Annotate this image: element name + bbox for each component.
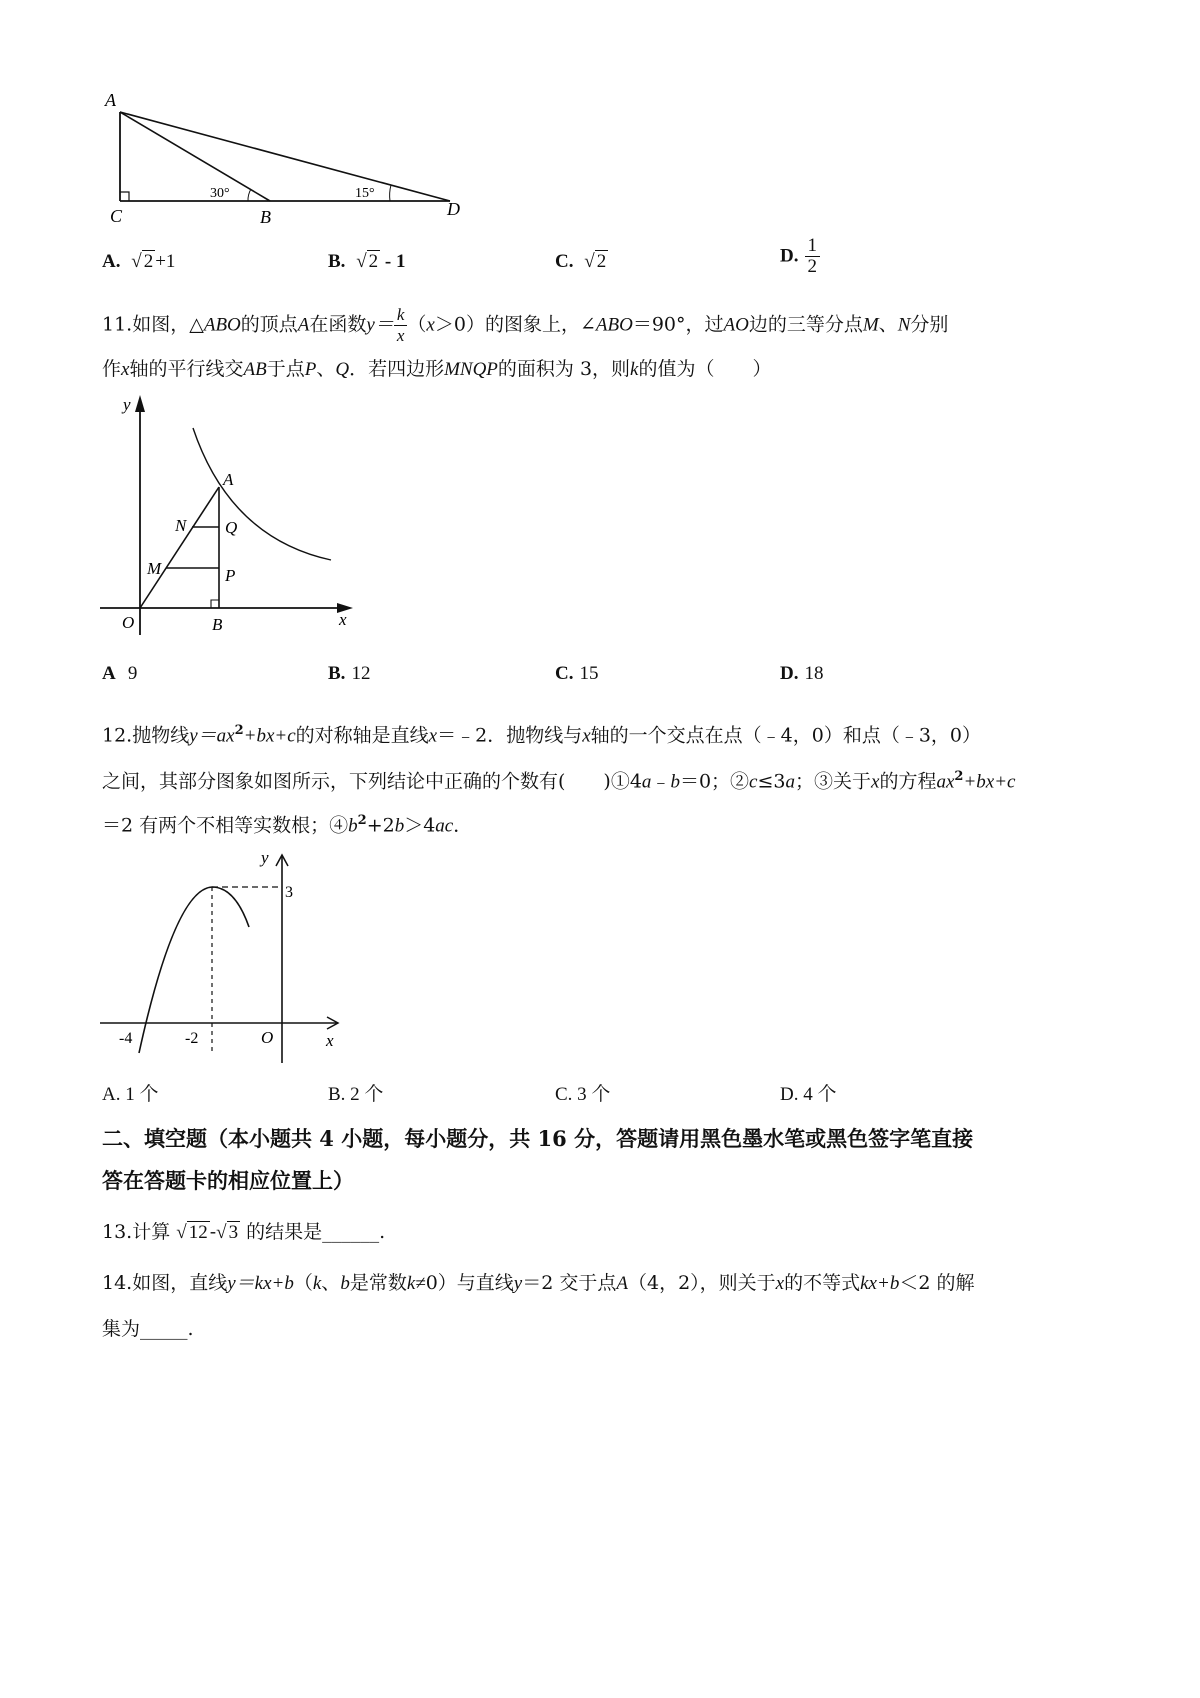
text: b [394,815,405,837]
q12-line1 [102,718,981,749]
text: N [897,314,911,336]
option-value: 9 [127,663,138,684]
text: ac [435,815,454,837]
text: ax [936,771,955,793]
label-p: P [225,566,236,585]
label-x: x [339,610,347,629]
text: y＝ax [189,725,235,747]
q11-line1 [102,305,948,346]
text: ．若四边形 [349,358,445,380]
text: - [209,1221,217,1243]
text: +2 [366,814,395,837]
text: +bx+c [963,771,1016,793]
text: ＝﹣2．抛物线与 [437,724,583,747]
text: ＞0）的图象上，∠ [434,313,596,336]
q11-option-a[interactable] [102,660,137,687]
text: k [312,1273,322,1294]
q10-option-b[interactable] [328,248,406,275]
superscript: 2 [234,723,244,738]
label-a: A [105,90,116,110]
text: 作 [102,358,122,380]
triangle-figure [100,90,520,250]
text: 的值为（ ） [638,358,772,380]
text: k≠ [406,1273,426,1294]
option-letter: C. [555,663,574,684]
fraction-denominator: 2 [807,256,818,277]
text: MNQP [444,359,498,380]
text: ABO [595,314,633,336]
text: a [785,771,795,793]
parabola-figure [95,843,355,1068]
text: 的不等式 [784,1272,861,1294]
fraction [394,305,408,346]
option-letter: A [102,663,116,684]
sqrt-value: 2 [596,251,607,272]
sqrt-symbol: √ [216,1222,227,1243]
text: y＝ [366,314,394,336]
text: 11.如图，△ [102,313,204,336]
text: A [616,1273,628,1294]
text: x [121,359,130,380]
text: b [348,815,358,837]
text: （ [407,313,427,336]
text: 、 [878,313,898,336]
label-c: C [110,206,123,226]
sqrt-value: 3 [228,1222,239,1243]
label-n: N [175,516,187,535]
q14-line1 [102,1270,974,1297]
superscript: 2 [954,769,964,784]
text: 的方程 [879,770,937,793]
label-x: x [326,1031,334,1050]
text: ． [453,814,473,837]
option-letter: B. [328,251,346,272]
angle-15: 15° [355,186,375,201]
section-heading-line2: 答在答题卡的相应位置上） [102,1168,354,1193]
text: 在函数 [309,313,367,336]
text: y＝kx+b [227,1273,294,1294]
text: b [670,771,680,793]
option-value: 15 [579,663,599,684]
text: x [775,1273,785,1294]
text: 、 [316,358,336,380]
q12-line3 [102,808,472,839]
label-d: D [447,199,460,219]
text: ＝2 交于点 [522,1272,617,1294]
option-letter: D. [780,245,799,267]
option-letter: C. [555,251,574,272]
q10-option-d[interactable] [780,236,820,277]
text: kx+b [860,1273,900,1294]
sqrt-symbol: √ [351,251,367,272]
text: 的结果是______. [246,1221,386,1243]
text: x [426,314,435,336]
text: 边的三等分点 [748,313,863,336]
text: ABO [203,314,241,336]
q11-line2 [102,356,772,383]
sqrt-symbol: √ [579,251,595,272]
fraction-numerator: k [394,305,408,326]
option-value: 12 [351,663,371,684]
text: b [340,1273,350,1294]
text: AO [723,314,749,336]
sqrt-value: 2 [143,251,154,272]
text: c [749,771,758,793]
fraction [805,236,821,277]
label-minus2: -2 [185,1030,199,1047]
text: x [428,725,438,747]
text: 是常数 [349,1272,407,1294]
text: ≤3 [757,770,786,793]
text: 、 [321,1272,341,1294]
option-letter: B. [328,663,346,684]
text: 分别 [910,313,949,336]
option-letter: A. [102,251,121,272]
text: 的对称轴是直线 [295,724,429,747]
angle-30: 30° [210,186,230,201]
text: x [871,771,880,793]
superscript: 2 [357,813,367,828]
q12-option-d[interactable]: D. 4 个 [780,1084,837,1105]
fraction-denominator: x [396,326,405,345]
label-a: A [223,470,234,489]
text: P [304,359,317,380]
q10-option-c[interactable] [555,248,608,275]
text: （4，2），则关于 [627,1272,776,1294]
option-rest: - 1 [380,251,406,272]
text: 的面积为 3，则 [497,358,631,380]
text: y [513,1273,523,1294]
text: 14.如图，直线 [102,1272,228,1294]
text: ；③关于 [794,770,871,793]
text: （ [293,1272,313,1294]
q12-option-c[interactable]: C. 3 个 [555,1084,611,1105]
text: ＝90°，过 [632,313,724,336]
section-heading-line1: 二、填空题（本小题共 4 小题，每小题分，共 16 分，答题请用黑色墨水笔或黑色签字笔直接 [102,1126,974,1151]
label-three: 3 [285,884,293,901]
q11-option-c[interactable] [555,660,599,687]
text: +bx+c [243,725,296,747]
text: 于点 [266,358,305,380]
label-y: y [123,395,131,414]
text: ＜2 的解 [899,1272,975,1294]
sqrt-symbol: √ [176,1222,187,1243]
q12-line2 [102,764,1015,795]
sqrt-symbol: √ [126,251,142,272]
q10-option-a[interactable] [102,248,175,275]
label-o: O [261,1028,274,1047]
text: ＞4 [404,814,436,837]
label-q: Q [225,518,238,537]
label-minus4: -4 [119,1030,133,1047]
q11-option-d[interactable] [780,660,824,687]
text: ﹣ [651,770,671,793]
label-o: O [122,613,135,632]
sqrt-value: 2 [368,251,379,272]
label-m: M [147,559,162,578]
text: 轴的一个交点在点（﹣4，0）和点（﹣3，0） [590,724,981,747]
sqrt-value: 12 [188,1222,208,1243]
text: 12.抛物线 [102,724,190,747]
q13-line [102,1219,385,1246]
text: ＝2 有两个不相等实数根；④ [102,814,349,837]
text: a [641,771,652,793]
text: 轴的平行线交 [129,358,244,380]
text: k [630,359,639,380]
text: AB [243,359,267,380]
text: 0）与直线 [425,1272,514,1294]
label-y: y [261,848,269,867]
text: 13.计算 [102,1221,171,1243]
q12-option-a[interactable]: A. 1 个 [102,1084,159,1105]
text: ＝0；② [679,770,750,793]
q12-option-b[interactable]: B. 2 个 [328,1084,384,1105]
q11-option-b[interactable] [328,660,370,687]
text: 的顶点 [240,313,298,336]
text: x [582,725,591,747]
fraction-numerator: 1 [805,236,821,257]
text: Q [335,359,350,380]
label-b: B [260,207,271,227]
text: 之间，其部分图象如图所示，下列结论中正确的个数有( )①4 [102,770,642,793]
option-rest: +1 [155,251,176,272]
q14-line2: 集为_____. [102,1318,194,1340]
hyperbola-figure [95,390,375,640]
label-b: B [212,615,223,634]
text: M [862,314,879,336]
text: A [297,314,310,336]
option-letter: D. [780,663,799,684]
option-value: 18 [804,663,824,684]
